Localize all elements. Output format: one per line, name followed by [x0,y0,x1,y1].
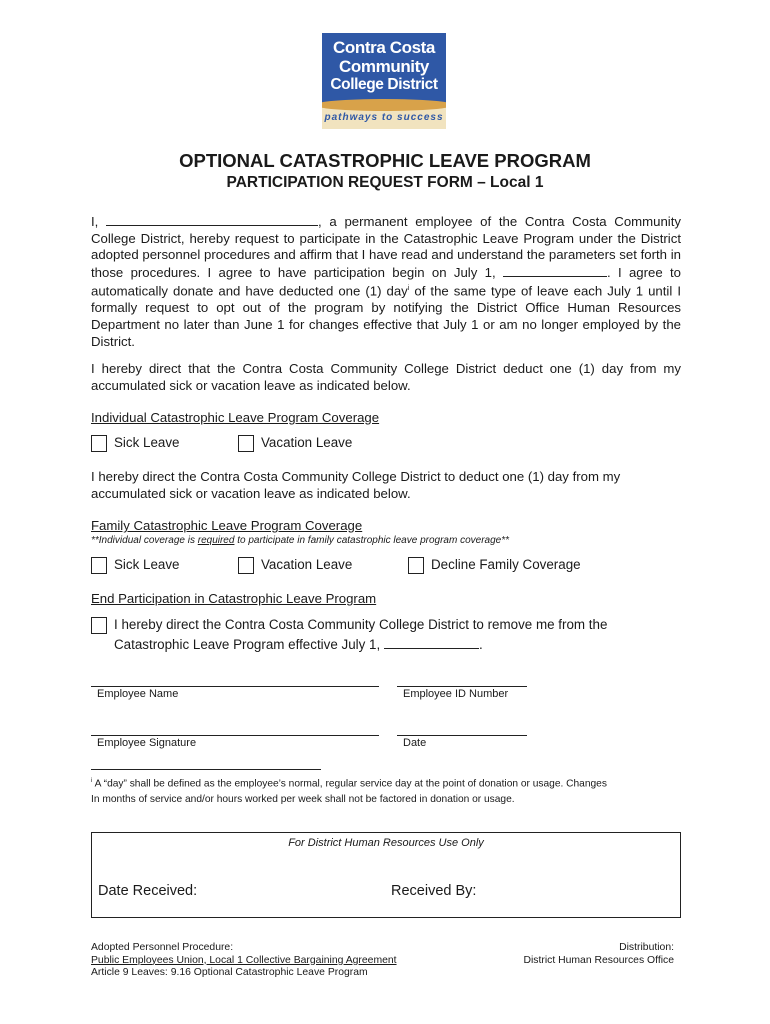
footer-left [91,942,397,980]
end-participation-checkbox[interactable] [91,617,107,634]
footnote-mark: i [91,778,93,784]
footer-distribution-value: District Human Resources Office [523,954,674,966]
intro-text-2: . I agree to automatically donate and have deducted one (1) day [91,264,681,299]
district-logo [322,33,446,129]
intro-paragraph [91,213,681,350]
intro-text-1: , a permanent employee of the Contra Costa Community College District, hereby request to participate in the Catastrophic Leave Program under the District adopted personnel procedures and affirm that I have read and understand the parameters set forth in those procedures. I agree to have participation begin on July 1, [91,214,681,280]
received-by-label: Received By: [391,883,477,899]
footer-article: Article 9 Leaves: 9.16 Optional Catastrophic Leave Program [91,967,368,979]
date-received-label: Date Received: [98,883,198,899]
footer-right [523,942,674,967]
employee-name-label: Employee Name [97,688,179,700]
hr-box-title: For District Human Resources Use Only [288,837,484,849]
footnote-line-1 [91,778,691,789]
footer-distribution-label: Distribution: [619,942,674,953]
individual-sick-label: Sick Leave [114,435,180,450]
logo-tagline: pathways to success [324,112,444,123]
family-vacation-checkbox[interactable] [238,557,254,574]
individual-vacation-label: Vacation Leave [261,435,353,450]
employee-id-label: Employee ID Number [403,688,509,700]
end-participation-line-1: I hereby direct the Contra Costa Community College District to remove me from the [114,617,608,632]
intro-start: I, [91,214,99,229]
individual-coverage-heading: Individual Catastrophic Leave Program Coverage [91,410,380,425]
form-subtitle: PARTICIPATION REQUEST FORM – Local 1 [226,174,544,191]
date-label: Date [403,737,427,749]
direct-paragraph-1: I hereby direct that the Contra Costa Community College District deduct one (1) day from my accumulated sick or vacation leave as indicated below. [91,361,681,393]
individual-vacation-checkbox[interactable] [238,435,254,452]
family-sick-label: Sick Leave [114,557,180,572]
direct-paragraph-2: I hereby direct the Contra Costa Community College District to deduct one (1) day from my accumulated sick or vacation leave as indicated below. [91,469,621,501]
footnote-line-2: In months of service and/or hours worked per week shall not be factored in donation or usage. [91,794,515,805]
intro-text-3: of the same type of leave each July 1 until I formally request to opt out of the program by notifying the District Office Human Resources Department no later than June 1 for changes effective that July 1 or am no longer employed by the District. [91,283,681,349]
end-year-blank[interactable] [384,636,479,649]
decline-family-label: Decline Family Coverage [431,557,581,572]
end-period: . [478,637,483,652]
family-vacation-label: Vacation Leave [261,557,353,572]
family-sick-checkbox[interactable] [91,557,107,574]
logo-line-2: Community [339,57,429,76]
family-coverage-heading: Family Catastrophic Leave Program Coverage [91,518,363,533]
note-required: required [197,535,235,546]
footnote-ref: i [407,285,410,293]
footer-agreement: Public Employees Union, Local 1 Collective Bargaining Agreement [91,954,397,966]
employee-signature-label: Employee Signature [97,737,197,749]
end-participation-line-2 [114,636,483,652]
footnote-separator [91,769,321,770]
individual-sick-checkbox[interactable] [91,435,107,452]
note-part-b: to participate in family catastrophic leave program coverage** [234,535,510,546]
employee-signature-line[interactable] [91,735,379,736]
note-part-a: **Individual coverage is [91,535,198,546]
logo-line-3: College District [330,76,438,93]
footnote-text-1: A “day” shall be defined as the employee’s normal, regular service day at the point of donation or usage. Changes [92,778,607,790]
footer-procedure: Adopted Personnel Procedure: [91,942,234,953]
family-coverage-note [91,535,509,546]
start-year-blank[interactable] [503,264,607,277]
end-line-2-text: Catastrophic Leave Program effective July 1, [114,637,381,652]
date-line[interactable] [397,735,527,736]
decline-family-checkbox[interactable] [408,557,424,574]
employee-id-line[interactable] [397,686,527,687]
employee-name-line[interactable] [91,686,379,687]
end-participation-heading: End Participation in Catastrophic Leave Program [91,591,377,606]
logo-line-1: Contra Costa [333,38,435,57]
form-title: OPTIONAL CATASTROPHIC LEAVE PROGRAM [179,150,591,171]
employee-name-blank[interactable] [106,213,318,226]
